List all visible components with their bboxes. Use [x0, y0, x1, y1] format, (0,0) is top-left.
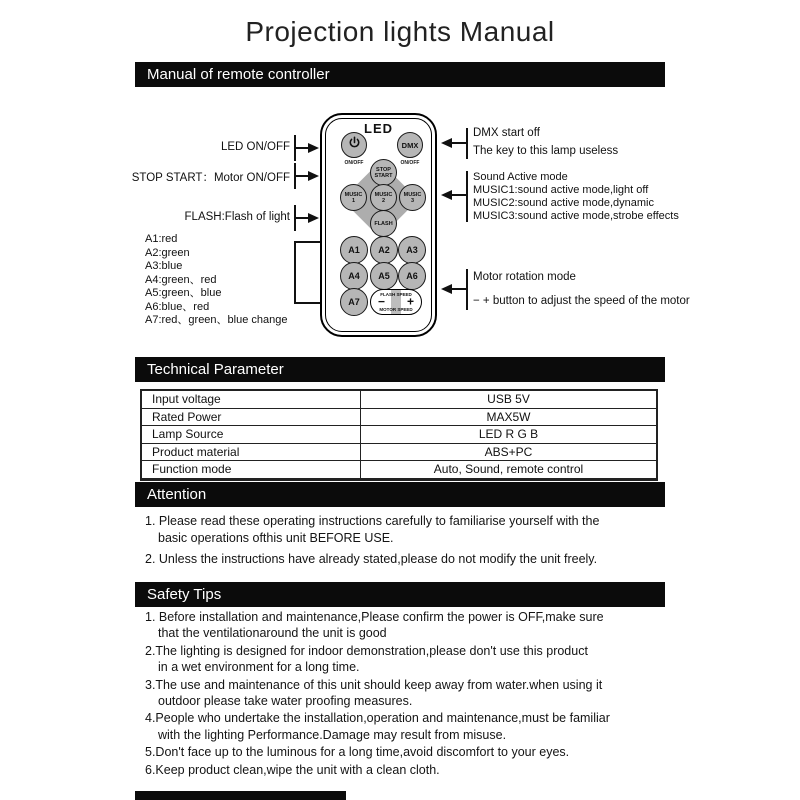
list-item: A3:blue	[145, 260, 183, 272]
section-header-technical-parameter: Technical Parameter	[135, 357, 665, 382]
section-header-safety-tips: Safety Tips	[135, 582, 665, 607]
music3-line2: 3	[410, 197, 415, 204]
music2-line2: 2	[381, 197, 386, 204]
list-item: A4:green、red	[145, 273, 217, 286]
music3-line1: MUSIC	[403, 191, 422, 198]
text-line: 3.The use and maintenance of this unit should keep away from water.when using it	[145, 677, 603, 692]
bracket-vertical	[294, 241, 296, 304]
callout-motor	[473, 271, 690, 308]
safety-tip	[145, 643, 665, 676]
safety-tip	[145, 762, 665, 778]
safety-tip	[145, 609, 665, 642]
power-button	[341, 132, 367, 158]
callout-dmx	[473, 127, 618, 158]
callout-text: Motor rotation mode	[473, 271, 576, 283]
callout-tick	[466, 128, 468, 159]
text-line: in a wet environment for a long time.	[158, 660, 360, 675]
minus-button: −	[378, 294, 386, 309]
a5-button: A5	[370, 262, 398, 290]
text-line: that the ventilationaround the unit is good	[158, 626, 387, 641]
callout-text: The key to this lamp useless	[473, 145, 619, 157]
music2-line1: MUSIC	[374, 191, 393, 198]
text-line: 5.Don't face up to the luminous for a long time,avoid discomfort to your eyes.	[145, 745, 570, 760]
music2-button	[370, 184, 397, 211]
list-item: A7:red、green、blue change	[145, 314, 288, 326]
callout-tick	[466, 269, 468, 310]
speed-control	[370, 289, 422, 315]
callout-tick	[466, 171, 468, 222]
attention-item	[145, 551, 665, 568]
table-cell-value: LED R G B	[361, 426, 658, 444]
flash-speed-label: FLASH SPEED	[380, 292, 412, 297]
table-row	[141, 461, 657, 480]
safety-tip	[145, 744, 665, 760]
callout-text: MUSIC1:sound active mode,light off	[473, 184, 649, 196]
remote-brand-label: LED	[364, 121, 393, 136]
list-item: A1:red	[145, 233, 178, 245]
table-row	[141, 443, 657, 461]
callout-line	[451, 142, 467, 144]
safety-tip	[145, 710, 665, 743]
stop-start-line2: START	[374, 172, 393, 179]
text-line: basic operations ofthis unit BEFORE USE.	[158, 531, 394, 545]
attention-list	[145, 513, 665, 572]
arrow-right-icon	[308, 213, 319, 223]
arrow-right-icon	[308, 171, 319, 181]
list-item: A2:green	[145, 246, 190, 259]
bracket-bottom	[294, 302, 320, 304]
table-row	[141, 408, 657, 426]
text-line: 1. Before installation and maintenance,Please confirm the power is OFF,make sure	[145, 610, 604, 624]
motor-speed-label: MOTOR SPEED	[379, 307, 413, 312]
cutoff-section-bar	[135, 791, 346, 800]
table-cell-value: ABS+PC	[361, 443, 658, 461]
arrow-right-icon	[308, 143, 319, 153]
flash-button: FLASH	[370, 210, 397, 237]
a4-button: A4	[340, 262, 368, 290]
table-cell-label: Product material	[141, 443, 361, 461]
callout-stop-start: STOP START：Motor ON/OFF	[131, 172, 290, 184]
table-cell-label: Function mode	[141, 461, 361, 480]
a2-button: A2	[370, 236, 398, 264]
table-cell-value: Auto, Sound, remote control	[361, 461, 658, 480]
section-header-attention: Attention	[135, 482, 665, 507]
table-row	[141, 390, 657, 408]
table-cell-value: MAX5W	[361, 408, 658, 426]
text-line: 6.Keep product clean,wipe the unit with a clean cloth.	[145, 762, 440, 777]
a3-button: A3	[398, 236, 426, 264]
music1-line1: MUSIC	[344, 191, 363, 198]
table-cell-label: Lamp Source	[141, 426, 361, 444]
preset-color-list	[145, 233, 287, 328]
table-cell-label: Rated Power	[141, 408, 361, 426]
remote-controller-illustration	[320, 113, 437, 337]
table-cell-label: Input voltage	[141, 390, 361, 408]
text-line: outdoor please take water proofing measures.	[158, 694, 413, 709]
text-line: 2. Unless the instructions have already stated,please do not modify the unit freely.	[145, 552, 598, 566]
music1-line2: 1	[351, 197, 356, 204]
safety-tips-list	[145, 609, 665, 779]
text-line: 4.People who undertake the installation,operation and maintenance,must be familiar	[145, 711, 610, 726]
dmx-button-label: ON/OFF	[400, 160, 420, 166]
stop-start-line1: STOP	[376, 166, 391, 173]
music3-button	[399, 184, 426, 211]
callout-sound-modes	[473, 171, 679, 223]
callout-text: Sound Active mode	[473, 171, 568, 183]
section-header-remote-controller: Manual of remote controller	[135, 62, 665, 87]
table-cell-value: USB 5V	[361, 390, 658, 408]
bracket-top	[294, 241, 320, 243]
callout-text: DMX start off	[473, 127, 540, 139]
technical-parameter-table	[140, 389, 658, 481]
stop-start-button	[370, 159, 397, 186]
attention-item	[145, 513, 665, 547]
callout-line	[451, 288, 467, 290]
safety-tip	[145, 677, 665, 710]
table-row	[141, 426, 657, 444]
callout-text: − + button to adjust the speed of the motor	[473, 295, 690, 307]
callout-text: MUSIC3:sound active mode,strobe effects	[473, 210, 679, 222]
list-item: A5:green、blue	[145, 287, 222, 299]
page-title: Projection lights Manual	[245, 16, 555, 47]
a6-button: A6	[398, 262, 426, 290]
dmx-button: DMX	[397, 132, 423, 158]
text-line: 2.The lighting is designed for indoor demonstration,please don't use this product	[145, 643, 588, 658]
callout-text: MUSIC2:sound active mode,dynamic	[473, 197, 654, 209]
power-button-label: ON/OFF	[344, 160, 364, 166]
music1-button	[340, 184, 367, 211]
callout-flash: FLASH:Flash of light	[184, 211, 290, 223]
callout-line	[451, 194, 467, 196]
callout-led-onoff: LED ON/OFF	[220, 141, 290, 153]
text-line: with the lighting Performance.Damage may result from misuse.	[158, 727, 507, 742]
text-line: 1. Please read these operating instructions carefully to familiarise yourself with the	[145, 514, 600, 528]
power-icon	[348, 136, 361, 154]
a7-button: A7	[340, 288, 368, 316]
plus-button: +	[406, 294, 414, 309]
list-item: A6:blue、red	[145, 300, 210, 313]
a1-button: A1	[340, 236, 368, 264]
